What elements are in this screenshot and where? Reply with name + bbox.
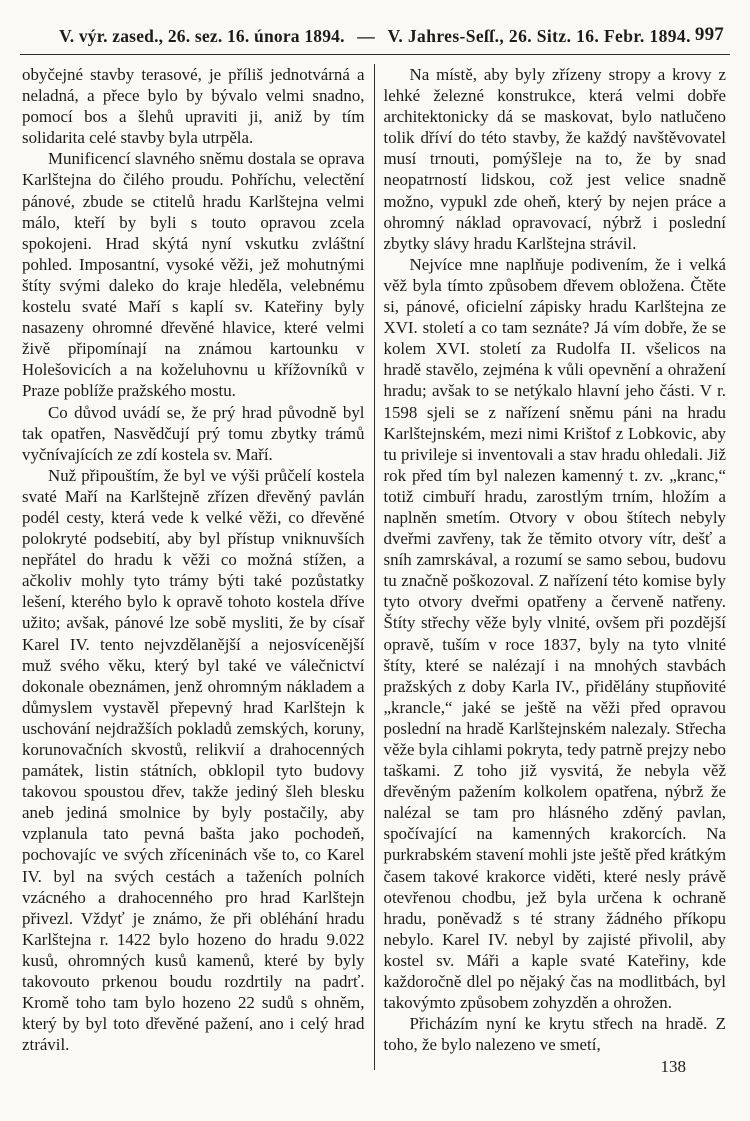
page-number: 997 bbox=[694, 24, 724, 45]
header-session-german: V. Jahres-Seſſ., 26. Sitz. 16. Febr. 1894. bbox=[387, 26, 691, 46]
paragraph: Nejvíce mne naplňuje podivením, že i velká věž byla tímto způsobem dřevem obložena. Čtěte si, pánové, oficielní zápisky hradu Karlštejna ze XVI. století a co tam seznáte? Já vím dobře, že se kolem XVI. století za Rudolfa II. všelicos na hradě stavělo, zejména k vůli opevnění a ohražení hradu; avšak to se netýkalo hlavní jeho části. V r. 1598 sjeli se z nařízení sněmu páni na hradu Karlštejnském, mezi nimi Krištof z Lobkovic, aby tu privileje si inventovali a stav hradu ohledali. Již rok před tím byl nalezen kamenný t. zv. „kranc,“ totiž cimbuří hradu, zarostlým trním, hložím a naplněn smetím. Otvory v obou štítech nebyly dveřmi zavřeny, tak že těmito otvory vítr, dešť a sníh zamrskával, a rozumí se samo sebou, budovu tu značně poškozoval. Z nařízení této komise byly tyto otvory dveřmi opatřeny a červeně natřeny. Štíty střechy věže byly vlnité, ovšem při pozdější opravě, tuším v roce 1837, byly na tyto vlnité štíty, které se nalézají i na mnohých stavbách pražských z doby Karla IV., přidělány stupňovité „krancle,“ jaké se ještě na věži před opravou poslední na hradě Karlštejnském nalezaly. Střecha věže byla cihlami pokryta, tedy patrně prejzy nebo taškami. Z toho již vysvitá, že nebyla věž dřevěným pažením kolkolem opatřena, nýbrž že nalézal se tam pro hlásného zděný pavlan, spočívající na kamenných krakorcích. Na purkrabském stavení mohli jste ještě před krátkým časem takové krakorce viděti, které nesly právě otevřenou chodbu, jež byla určena k ochraně hradu, poněvadž s té strany žádného příkopu nebylo. Karel IV. nebyl by zajisté přivolil, aby kostel sv. Máři a kaple svaté Kateřiny, kde každoročně dlel po nějaký čas na modlitbách, byl takovýmto způsobem zohyzděn a ohrožen. bbox=[383, 254, 726, 1013]
page-header bbox=[0, 0, 750, 47]
header-session-czech: V. výr. zased., 26. sez. 16. února 1894. bbox=[59, 26, 345, 46]
sheet-signature: 138 bbox=[660, 1057, 686, 1077]
paragraph: Přicházím nyní ke krytu střech na hradě. Z toho, že bylo nalezeno ve smetí, bbox=[383, 1014, 726, 1055]
paragraph: Nuž připouštím, že byl ve výši průčelí kostela svaté Maří na Karlštejně zřízen dřevěný pavlán podél cesty, která vede k velké věži, co dřevěné polokryté podsebití, aby byl přístup vniknuvších nepřátel do hradu k věži co možná stížen, a ačkoliv mohly tyto trámy býti také pozůstatky lešení, kterého bylo k opravě tohoto kostela dříve užito; avšak, pánové lze sobě mysliti, že by císař Karel IV. tento nejvzdělanější a nejosvícenější muž svého věku, který byl také ve válečnictví dokonale obeznámen, jenž ohromným nákladem a důmyslem vystavěl přepevný hrad Karlštejn k uschování nejdražších pokladů zemských, koruny, korunovačních skvostů, relikvií a drahocenných památek, listin státních, obklopil tyto budovy takovou spoustou dřev, takže jediný šleh blesku aneb jediná smolnice by byly postačily, aby vzplanula tato pevná bašta jako pochodeň, pochovajíc ve svých zříceninách vše to, co Karel IV. byl na svých cestách a taženích polních vzácného a drahocenného pro hrad Karlštejn přivezl. Vždyť je známo, že při obléhání hradu Karlštejna r. 1422 bylo hozeno do hradu 9.022 kusů, ohromných kusů kamenů, které by byly takovouto prkenou boudu rozdrtily na padrť. Kromě toho tam bylo hozeno 22 sudů s ohněm, který by byl toto dřevěné pažení, ano i celý hrad ztrávil. bbox=[22, 465, 365, 1055]
left-column bbox=[22, 64, 374, 1078]
header-separator: — bbox=[357, 26, 375, 46]
right-column bbox=[375, 64, 727, 1078]
text-columns bbox=[0, 55, 750, 1078]
paragraph: Na místě, aby byly zřízeny stropy a krovy z lehké železné konstrukce, která velmi dobře architektonicky dá se maskovat, bylo natlučeno tolik dříví do této stavby, že každý navštěvovatel musí trnouti, pomýšleje na to, že by snad neopatrností lidskou, což jest velice snadně možno, vypukl zde oheň, který by nejen práce a ohromný náklad opravovací, nýbrž i poslední zbytky slávy hradu Karlštejna strávil. bbox=[383, 65, 726, 253]
paragraph: Munificencí slavného sněmu dostala se oprava Karlštejna do čilého proudu. Pohříchu, velectění pánové, zbude se ctitelů hradu Karlštejna velmi málo, kteří by byli s touto opravou zcela spokojeni. Hrad skýtá nyní vskutku zvláštní pohled. Imposantní, vysoké věži, jež mohutnými štíty svými daleko do kraje hleděla, velebnému kostelu svaté Maří s kaplí sv. Kateřiny byly nasazeny ohromné dřevěné hlavice, které velmi živě připomínají na známou kartounku v Holešovicích a na koželuhovnu u křížovníků v Praze poblíže pražského mostu. bbox=[22, 149, 365, 401]
paragraph: obyčejné stavby terasové, je příliš jednotvárná a neladná, a přece bylo by bývalo velmi snadno, pomocí bos a šlehů upraviti ji, aniž by tím solidarita celé stavby byla utrpěla. bbox=[22, 65, 365, 148]
paragraph: Co důvod uvádí se, že prý hrad původně byl tak opatřen, Nasvědčují prý tomu zbytky trámů vyčnívajících ze zdí kostela sv. Maří. bbox=[22, 402, 365, 464]
